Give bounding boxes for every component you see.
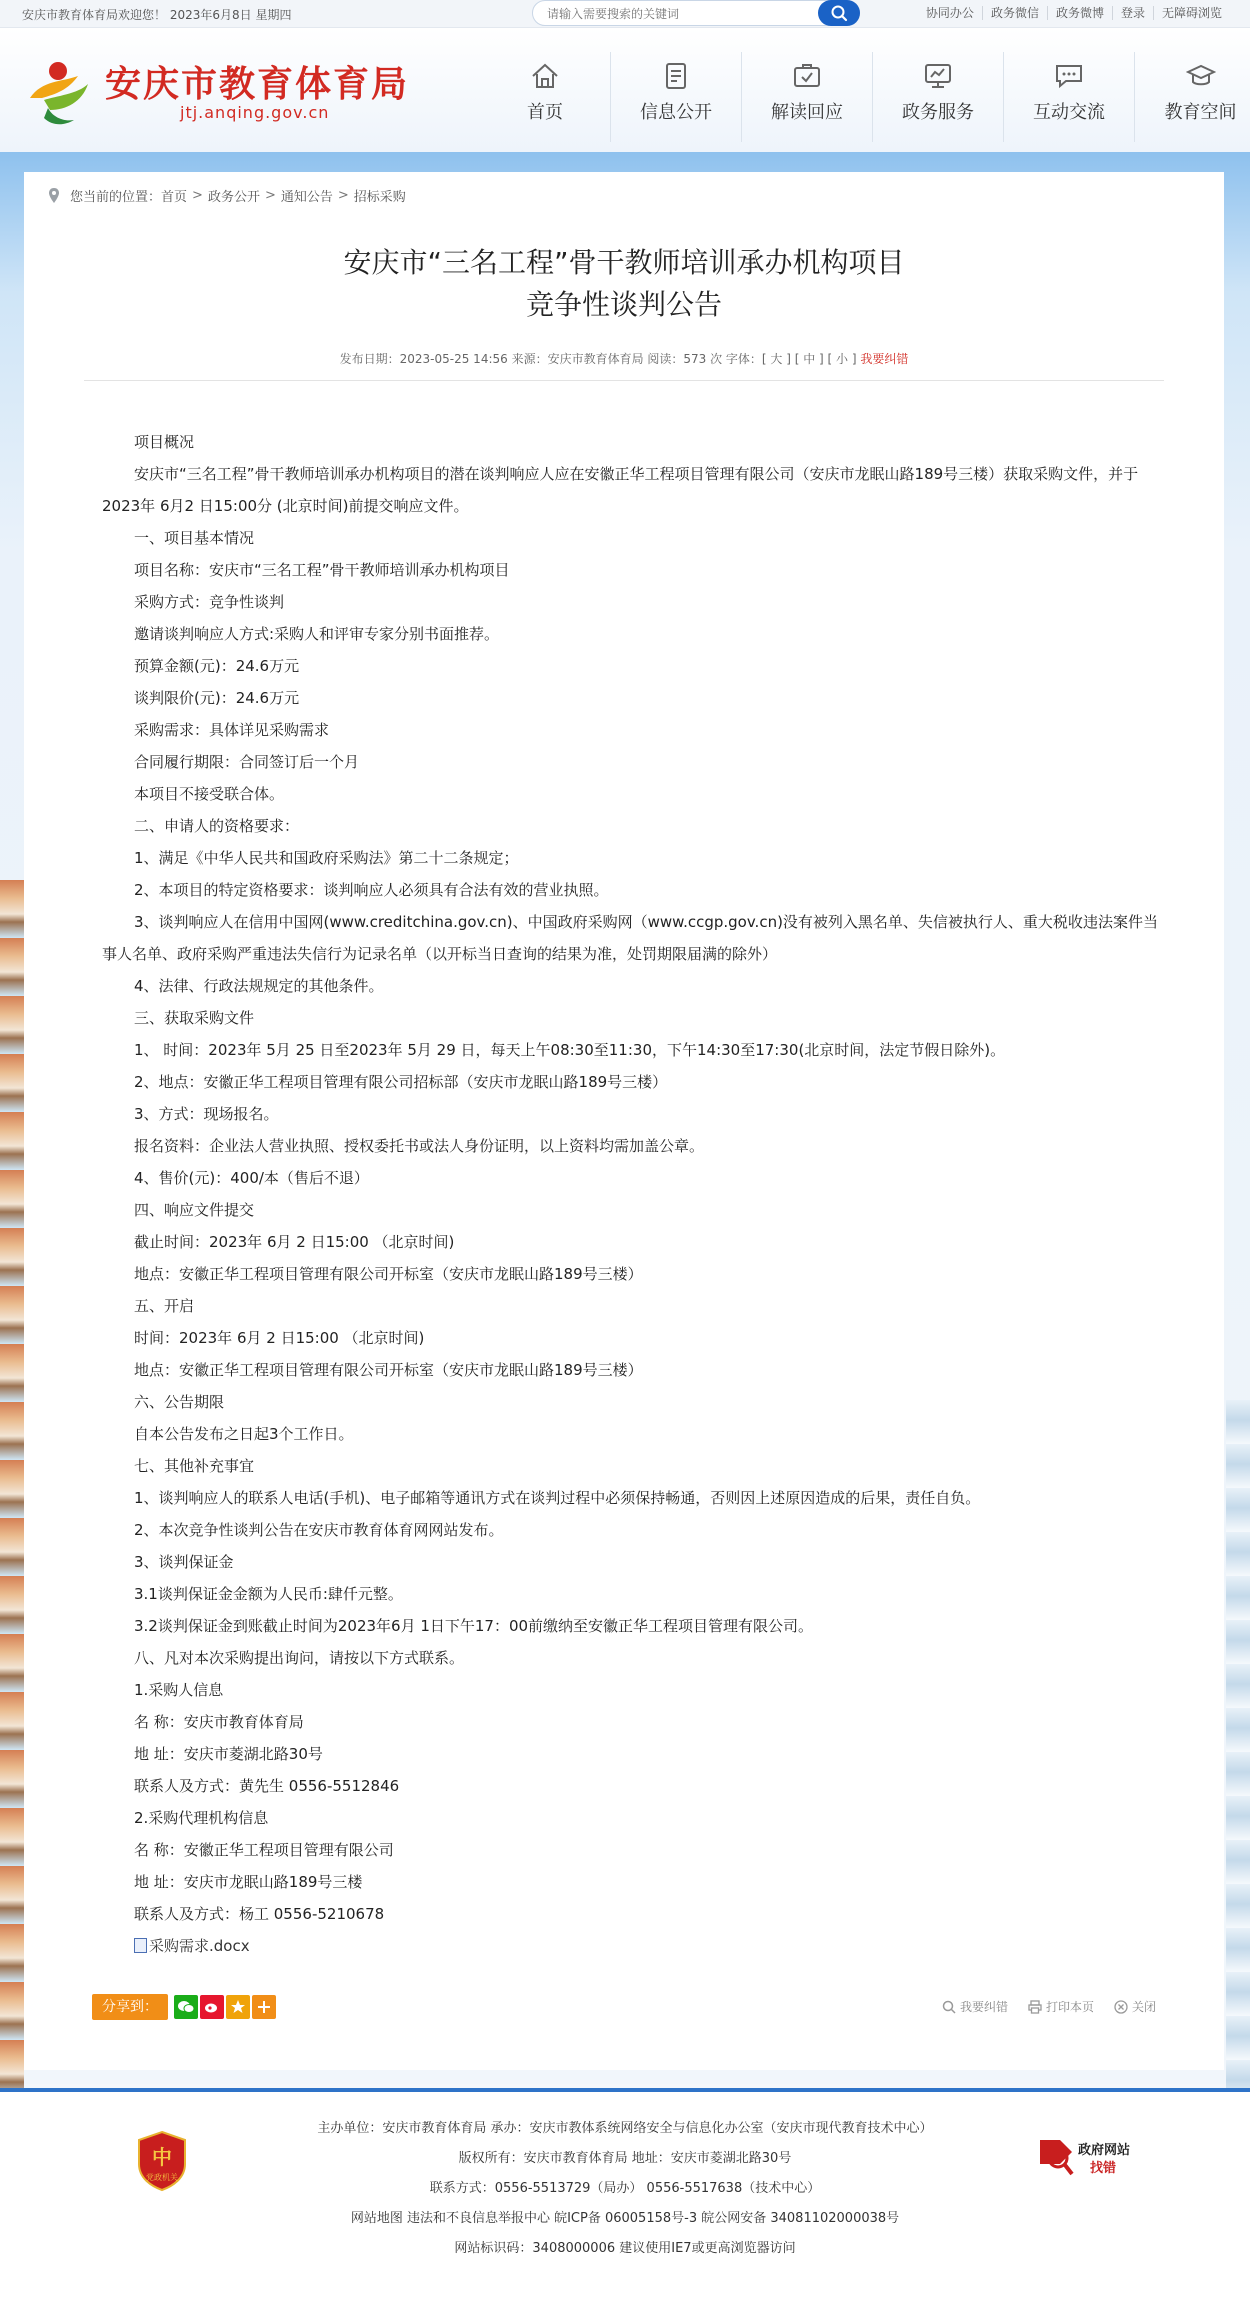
tool-print-label: 打印本页 [1045, 2000, 1094, 2014]
article-paragraph: 截止时间：2023年 6月 2 日15:00 （北京时间) [134, 1233, 455, 1251]
article-paragraph: 七、其他补充事宜 [134, 1457, 255, 1475]
article-paragraph: 3、方式：现场报名。 [134, 1105, 279, 1123]
article-body [102, 426, 1162, 1962]
link-office[interactable]: 协同办公 [925, 6, 974, 20]
article-paragraph: 3、谈判响应人在信用中国网(www.creditchina.gov.cn)、中国政府采购网（www.ccgp.gov.cn)没有被列入黑名单、失信被执行人、重大税收违法案件当事人名单、政府采购严重违法失信行为记录名单（以开标当日查询的结果为准，处罚期限届满的除外） [102, 913, 1158, 963]
main-nav [480, 52, 1250, 142]
attachment-link[interactable] [102, 1930, 1162, 1962]
nav-label-edu-space: 教育空间 [1164, 102, 1237, 123]
home-icon [530, 62, 560, 90]
article-title [24, 242, 1224, 326]
article-paragraph: 安庆市“三名工程”骨干教师培训承办机构项目的潜在谈判响应人应在安徽正华工程项目管理有限公司（安庆市龙眠山路189号三楼）获取采购文件，并于2023年 6月2 日15:00分 (北京时间)前提交响应文件。 [102, 465, 1139, 515]
search-icon [818, 0, 860, 26]
article-paragraph: 二、申请人的资格要求： [134, 817, 300, 835]
link-login[interactable]: 登录 [1112, 6, 1153, 20]
tool-print[interactable] [1028, 1998, 1094, 2015]
location-pin-icon [48, 187, 60, 205]
chat-icon [1054, 62, 1084, 90]
tool-close-label: 关闭 [1131, 2000, 1156, 2014]
link-accessibility[interactable]: 无障碍浏览 [1153, 6, 1230, 20]
article-paragraph: 地点：安徽正华工程项目管理有限公司开标室（安庆市龙眠山路189号三楼） [134, 1265, 643, 1283]
article-paragraph: 邀请谈判响应人方式:采购人和评审专家分别书面推荐。 [134, 625, 500, 643]
footer-site-id: 网站标识码：3408000006 建议使用IE7或更高浏览器访问 [454, 2241, 796, 2256]
article-paragraph: 项目名称：安庆市“三名工程”骨干教师培训承办机构项目 [134, 561, 510, 579]
article-paragraph: 1.采购人信息 [134, 1681, 224, 1699]
search-box [532, 0, 860, 26]
breadcrumb-procurement[interactable]: 招标采购 [353, 190, 406, 205]
article-paragraph: 八、凡对本次采购提出询问，请按以下方式联系。 [134, 1649, 465, 1667]
article-paragraph: 地 址：安庆市菱湖北路30号 [134, 1745, 323, 1763]
nav-interaction[interactable] [1004, 52, 1135, 142]
footer-links[interactable]: 网站地图 违法和不良信息举报中心 皖ICP备 06005158号-3 皖公网安备 34081102000038号 [350, 2211, 900, 2226]
nav-service[interactable] [873, 52, 1004, 142]
nav-label-home: 首页 [527, 102, 563, 123]
share-bar [92, 1994, 278, 2020]
attachment-label: 采购需求.docx [149, 1937, 250, 1955]
breadcrumb-separator: > [264, 188, 276, 203]
tool-close[interactable] [1114, 1998, 1156, 2015]
article-paragraph: 2.采购代理机构信息 [134, 1809, 269, 1827]
article-paragraph: 1、满足《中华人民共和国政府采购法》第二十二条规定； [134, 849, 519, 867]
article-paragraph: 3.2谈判保证金到账截止时间为2023年6月 1日下午17：00前缴纳至安徽正华工程项目管理有限公司。 [134, 1617, 814, 1635]
nav-home[interactable] [480, 52, 611, 142]
breadcrumb-gov-affairs[interactable]: 政务公开 [207, 190, 260, 205]
weibo-share-icon[interactable] [200, 1995, 224, 2019]
article-paragraph: 联系人及方式：黄先生 0556-5512846 [134, 1777, 400, 1795]
article-meta [24, 350, 1224, 367]
document-icon [661, 62, 691, 90]
article-paragraph: 3.1谈判保证金金额为人民币:肆仟元整。 [134, 1585, 403, 1603]
breadcrumb [48, 186, 406, 205]
article-paragraph: 采购需求：具体详见采购需求 [134, 721, 330, 739]
nav-label-service: 政务服务 [902, 102, 974, 123]
site-title: 安庆市教育体育局 [105, 64, 410, 105]
article-title-line-1: 安庆市“三名工程”骨干教师培训承办机构项目 [343, 246, 905, 279]
article-paragraph: 自本公告发布之日起3个工作日。 [134, 1425, 354, 1443]
article-paragraph: 谈判限价(元)：24.6万元 [134, 689, 300, 707]
article-paragraph: 2、本项目的特定资格要求：谈判响应人必须具有合法有效的营业执照。 [134, 881, 609, 899]
article-paragraph: 1、谈判响应人的联系人电话(手机)、电子邮箱等通讯方式在谈判过程中必须保持畅通，否则因上述原因造成的后果，责任自负。 [134, 1489, 981, 1507]
magnifier-icon [942, 2000, 956, 2014]
footer-copyright: 版权所有：安庆市教育体育局 地址：安庆市菱湖北路30号 [458, 2151, 792, 2166]
top-links [918, 6, 1230, 20]
gov-site-error-report-icon[interactable] [1038, 2136, 1148, 2182]
emblem-label: 党政机关 [146, 2173, 178, 2182]
word-doc-icon [134, 1938, 147, 1953]
article-paragraph: 2、本次竞争性谈判公告在安庆市教育体育网网站发布。 [134, 1521, 504, 1539]
article-paragraph: 名 称：安庆市教育体育局 [134, 1713, 304, 1731]
article-paragraph: 联系人及方式：杨工 0556-5210678 [134, 1905, 385, 1923]
breadcrumb-separator: > [192, 188, 203, 203]
tool-report-error[interactable] [942, 1998, 1008, 2015]
search-button[interactable] [818, 0, 860, 26]
article-paragraph: 名 称：安徽正华工程项目管理有限公司 [134, 1841, 394, 1859]
nav-interpret[interactable] [742, 52, 873, 142]
svg-text:中: 中 [152, 2145, 172, 2169]
content-card [24, 172, 1224, 2070]
graduation-cap-icon [1186, 62, 1216, 90]
logo-icon[interactable] [22, 58, 94, 128]
wechat-share-icon[interactable] [174, 1995, 198, 2019]
reply-icon [792, 62, 822, 90]
more-share-icon[interactable] [252, 1995, 276, 2019]
nav-edu-space[interactable] [1135, 52, 1250, 142]
printer-icon [1028, 2000, 1042, 2014]
search-input[interactable] [545, 5, 795, 23]
article-title-line-2: 竞争性谈判公告 [525, 288, 722, 321]
article-paragraph: 本项目不接受联合体。 [134, 785, 285, 803]
article-paragraph: 2、地点：安徽正华工程项目管理有限公司招标部（安庆市龙眠山路189号三楼） [134, 1073, 668, 1091]
breadcrumb-prefix: 您当前的位置： [70, 190, 162, 205]
footer-sponsor: 主办单位：安庆市教育体育局 承办：安庆市教体系统网络安全与信息化办公室（安庆市现代教育技术中心） [317, 2121, 933, 2136]
article-paragraph: 项目概况 [134, 433, 195, 451]
footer-contact: 联系方式：0556-5513729（局办） 0556-5517638（技术中心） [429, 2181, 821, 2196]
article-paragraph: 1、 时间：2023年 5月 25 日至2023年 5月 29 日，每天上午08:30至11:30，下午14:30至17:30(北京时间，法定节假日除外)。 [134, 1041, 1006, 1059]
article-paragraph: 三、获取采购文件 [134, 1009, 255, 1027]
breadcrumb-notices[interactable]: 通知公告 [280, 190, 333, 205]
article-paragraph: 六、公告期限 [134, 1393, 225, 1411]
nav-label-interaction: 互动交流 [1033, 102, 1105, 123]
gov-label-2: 找错 [1090, 2161, 1117, 2176]
report-error-link[interactable]: 我要纠错 [860, 352, 909, 366]
breadcrumb-separator: > [337, 188, 349, 203]
site-header [0, 28, 1250, 152]
nav-label-info: 信息公开 [640, 102, 712, 123]
article-paragraph: 合同履行期限：合同签订后一个月 [134, 753, 360, 771]
article-paragraph: 3、谈判保证金 [134, 1553, 234, 1571]
article-paragraph: 采购方式：竞争性谈判 [134, 593, 285, 611]
article-paragraph: 预算金额(元)：24.6万元 [134, 657, 300, 675]
decorative-buildings-right [1226, 1400, 1250, 2090]
top-bar [0, 0, 1250, 28]
qzone-share-icon[interactable] [226, 1995, 250, 2019]
tool-report-error-label: 我要纠错 [959, 2000, 1008, 2014]
welcome-text: 安庆市教育体育局欢迎您！ 2023年6月8日 星期四 [22, 8, 292, 22]
nav-info[interactable] [611, 52, 742, 142]
article-paragraph: 五、开启 [134, 1297, 195, 1315]
article-paragraph: 地 址：安庆市龙眠山路189号三楼 [134, 1873, 363, 1891]
site-footer [0, 2088, 1250, 2320]
close-icon [1114, 2000, 1128, 2014]
article-paragraph: 地点：安徽正华工程项目管理有限公司开标室（安庆市龙眠山路189号三楼） [134, 1361, 643, 1379]
share-label: 分享到： [92, 1994, 168, 2020]
site-url: jtj.anqing.gov.cn [180, 103, 330, 122]
article-paragraph: 4、售价(元)：400/本（售后不退） [134, 1169, 369, 1187]
decorative-buildings-left [0, 880, 24, 2090]
article-paragraph: 报名资料：企业法人营业执照、授权委托书或法人身份证明，以上资料均需加盖公章。 [134, 1137, 705, 1155]
article-meta-info: 发布日期：2023-05-25 14:56 来源：安庆市教育体育局 阅读：573 次 字体：[ 大 ] [ 中 ] [ 小 ] [339, 352, 857, 366]
link-wechat[interactable]: 政务微信 [982, 6, 1047, 20]
article-paragraph: 一、项目基本情况 [134, 529, 255, 547]
gov-label-1: 政府网站 [1078, 2143, 1131, 2158]
article-paragraph: 四、响应文件提交 [134, 1201, 255, 1219]
monitor-icon [923, 62, 953, 90]
link-weibo[interactable]: 政务微博 [1047, 6, 1112, 20]
breadcrumb-home[interactable]: 首页 [161, 190, 188, 205]
nav-label-interpret: 解读回应 [771, 102, 843, 123]
article-tools [922, 1998, 1156, 2015]
article-paragraph: 4、法律、行政法规规定的其他条件。 [134, 977, 384, 995]
article-paragraph: 时间：2023年 6月 2 日15:00 （北京时间) [134, 1329, 425, 1347]
divider [84, 380, 1164, 381]
